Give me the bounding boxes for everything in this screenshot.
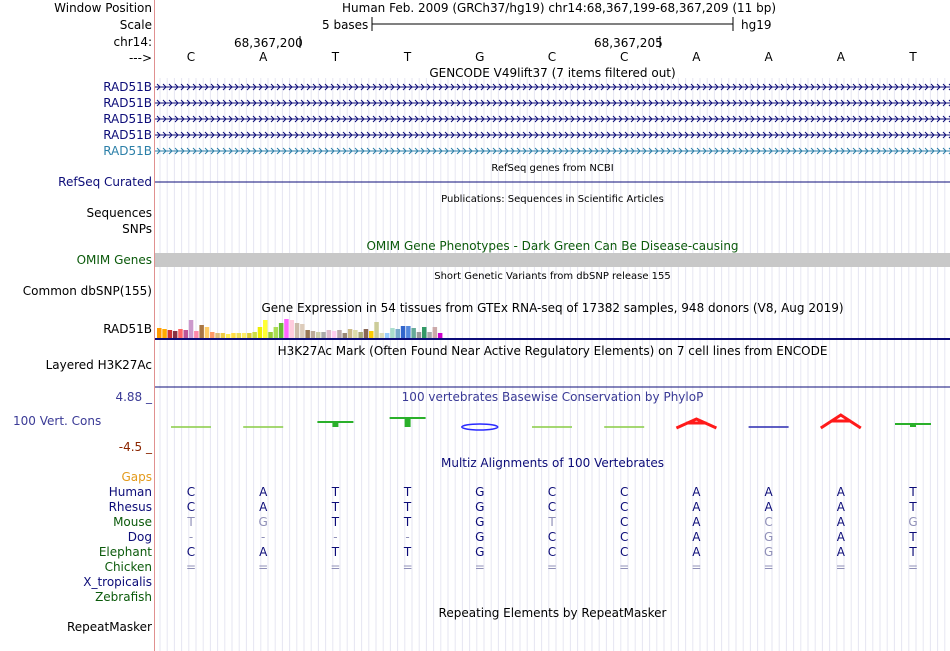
species-label: Chicken bbox=[104, 560, 152, 574]
alignment-base: = bbox=[619, 560, 630, 574]
gtex-bar bbox=[311, 331, 316, 338]
alignment-base: C bbox=[764, 515, 773, 529]
gtex-bar bbox=[247, 333, 252, 338]
alignment-base: A bbox=[692, 485, 701, 499]
gtex-bar bbox=[279, 323, 284, 338]
species-label: Dog bbox=[127, 530, 152, 544]
gtex-bar bbox=[284, 319, 289, 338]
gtex-bar bbox=[427, 332, 432, 338]
alignment-base: G bbox=[475, 530, 485, 544]
gtex-bar bbox=[364, 329, 369, 338]
alignment-base: A bbox=[836, 485, 845, 499]
gtex-bar bbox=[422, 327, 427, 338]
gaps-label: Gaps bbox=[121, 470, 152, 484]
alignment-base: C bbox=[186, 545, 196, 559]
alignment-base: G bbox=[258, 515, 268, 529]
gencode-item-label[interactable]: RAD51B bbox=[103, 128, 152, 142]
gencode-item-label[interactable]: RAD51B bbox=[103, 80, 152, 94]
alignment-base: = bbox=[691, 560, 702, 574]
alignment-base: A bbox=[692, 500, 701, 514]
phylop-mark bbox=[910, 423, 916, 427]
position-label-1: 68,367,200 bbox=[234, 36, 303, 50]
strand-label: ---> bbox=[128, 51, 152, 65]
gtex-bar bbox=[406, 326, 411, 338]
gtex-bar bbox=[184, 330, 189, 338]
alignment-base: T bbox=[403, 545, 412, 559]
alignment-base: A bbox=[692, 545, 701, 559]
track-labels-panel bbox=[0, 0, 154, 651]
gencode-item-label[interactable]: RAD51B bbox=[103, 96, 152, 110]
alignment-base: C bbox=[619, 545, 629, 559]
alignment-base: C bbox=[619, 500, 629, 514]
phylop-label[interactable]: 100 Vert. Cons bbox=[13, 414, 102, 428]
alignment-base: A bbox=[692, 515, 701, 529]
gtex-bar bbox=[215, 333, 220, 338]
alignment-base: T bbox=[548, 515, 556, 529]
species-label: X_tropicalis bbox=[83, 575, 152, 589]
alignment-base: G bbox=[475, 545, 485, 559]
alignment-base: = bbox=[835, 560, 846, 574]
alignment-base: C bbox=[547, 530, 557, 544]
alignment-base: A bbox=[764, 485, 773, 499]
gtex-bar bbox=[348, 329, 353, 338]
dbsnp-label[interactable]: Common dbSNP(155) bbox=[22, 284, 152, 298]
alignment-base: = bbox=[763, 560, 774, 574]
gtex-bar bbox=[369, 331, 374, 338]
gtex-bar bbox=[178, 329, 183, 338]
window-position-value: Human Feb. 2009 (GRCh37/hg19) chr14:68,367,199-68,367,209 (11 bp) bbox=[342, 1, 777, 15]
species-label: Human bbox=[108, 485, 152, 499]
scale-label: Scale bbox=[119, 18, 152, 32]
alignment-base: C bbox=[619, 485, 629, 499]
phylop-mark bbox=[676, 419, 716, 428]
ruler-base: A bbox=[836, 50, 845, 64]
phylop-mark bbox=[821, 415, 861, 428]
gtex-bar bbox=[168, 330, 173, 338]
alignment-base: C bbox=[547, 485, 557, 499]
ruler-base: T bbox=[331, 50, 340, 64]
ruler-base: A bbox=[259, 50, 268, 64]
alignment-base: - bbox=[188, 530, 194, 544]
phylop-min-label: -4.5 _ bbox=[118, 440, 152, 454]
gtex-bar bbox=[268, 332, 273, 338]
alignment-base: A bbox=[259, 545, 268, 559]
alignment-base: T bbox=[909, 500, 917, 514]
ruler-base: G bbox=[475, 50, 485, 64]
gtex-bar bbox=[173, 331, 178, 338]
gtex-bar bbox=[390, 328, 395, 338]
alignment-base: G bbox=[763, 545, 774, 559]
snps-label[interactable]: SNPs bbox=[122, 222, 152, 236]
phylop-max-label: 4.88 _ bbox=[115, 390, 152, 404]
gtex-bar bbox=[231, 333, 236, 338]
dbsnp-title: Short Genetic Variants from dbSNP release 155 bbox=[434, 271, 671, 282]
gtex-label[interactable]: RAD51B bbox=[103, 322, 152, 336]
gtex-bar bbox=[385, 333, 390, 338]
alignment-base: = bbox=[185, 560, 197, 574]
ruler-base: A bbox=[692, 50, 701, 64]
gtex-bar bbox=[380, 333, 385, 338]
ruler-base: T bbox=[909, 50, 917, 64]
species-label: Elephant bbox=[98, 545, 152, 559]
gtex-bar bbox=[417, 332, 422, 338]
alignment-base: C bbox=[186, 500, 196, 514]
alignment-base: A bbox=[764, 500, 773, 514]
alignment-base: - bbox=[333, 530, 338, 544]
alignment-base: A bbox=[836, 515, 845, 529]
gtex-bar bbox=[274, 327, 279, 338]
gtex-bar bbox=[374, 322, 379, 338]
gtex-bar bbox=[300, 324, 305, 338]
alignment-base: G bbox=[763, 530, 774, 544]
alignment-base: T bbox=[331, 485, 340, 499]
alignment-base: = bbox=[402, 560, 413, 574]
alignment-base: A bbox=[836, 545, 845, 559]
h3k27ac-label[interactable]: Layered H3K27Ac bbox=[45, 358, 152, 372]
gtex-bar bbox=[396, 329, 401, 338]
gencode-title: GENCODE V49lift37 (7 items filtered out) bbox=[429, 66, 676, 80]
alignment-base: = bbox=[330, 560, 341, 574]
gtex-bar bbox=[199, 325, 204, 338]
browser-tracks-panel[interactable] bbox=[155, 0, 950, 651]
alignment-base: - bbox=[261, 530, 266, 544]
alignment-base: G bbox=[475, 485, 485, 499]
alignment-base: T bbox=[909, 545, 917, 559]
gtex-bar bbox=[237, 333, 242, 338]
gtex-bar bbox=[252, 332, 257, 338]
species-label: Rhesus bbox=[108, 500, 152, 514]
gtex-bar bbox=[242, 333, 247, 338]
gtex-bar bbox=[337, 330, 342, 338]
alignment-base: - bbox=[405, 530, 410, 544]
h3k27ac-title: H3K27Ac Mark (Often Found Near Active Regulatory Elements) on 7 cell lines from ENCODE bbox=[277, 344, 828, 358]
alignment-base: T bbox=[403, 515, 412, 529]
gtex-bar bbox=[263, 320, 268, 338]
scale-db: hg19 bbox=[741, 18, 772, 32]
alignment-base: A bbox=[259, 485, 268, 499]
position-label-2: 68,367,205 bbox=[594, 36, 663, 50]
gencode-item-label[interactable]: RAD51B bbox=[103, 112, 152, 126]
gtex-bar bbox=[343, 333, 348, 338]
alignment-base: T bbox=[331, 500, 340, 514]
gtex-bar bbox=[295, 323, 300, 338]
alignment-base: T bbox=[331, 545, 340, 559]
gtex-bar bbox=[210, 332, 215, 338]
phylop-mark bbox=[462, 424, 498, 430]
gencode-item-label[interactable]: RAD51B bbox=[103, 144, 152, 158]
species-label: Zebrafish bbox=[95, 590, 152, 604]
alignment-base: = bbox=[474, 560, 485, 574]
gtex-bar bbox=[321, 332, 326, 338]
phylop-mark bbox=[405, 417, 411, 427]
alignment-base: T bbox=[403, 500, 412, 514]
window-position-label: Window Position bbox=[54, 1, 152, 15]
alignment-base: G bbox=[475, 515, 485, 529]
repeatmasker-label[interactable]: RepeatMasker bbox=[66, 620, 152, 634]
phylop-title: 100 vertebrates Basewise Conservation by PhyloP bbox=[401, 390, 704, 404]
alignment-base: C bbox=[547, 545, 557, 559]
gtex-bar bbox=[221, 333, 226, 338]
gtex-title: Gene Expression in 54 tissues from GTEx RNA-seq of 17382 samples, 948 donors (V8, Aug 2019) bbox=[261, 301, 844, 315]
alignment-base: T bbox=[909, 530, 917, 544]
gtex-bar bbox=[327, 330, 332, 338]
sequences-label[interactable]: Sequences bbox=[86, 206, 152, 220]
gtex-bar bbox=[194, 331, 199, 338]
gtex-bar bbox=[157, 328, 162, 338]
ruler-base: A bbox=[764, 50, 773, 64]
alignment-base: A bbox=[692, 530, 701, 544]
alignment-base: = bbox=[258, 560, 269, 574]
scale-text: 5 bases bbox=[322, 18, 369, 32]
alignment-base: = bbox=[907, 560, 919, 574]
alignment-base: = bbox=[546, 560, 558, 574]
gtex-bar bbox=[258, 327, 263, 338]
alignment-base: A bbox=[259, 500, 268, 514]
species-label: Mouse bbox=[113, 515, 152, 529]
alignment-base: A bbox=[836, 530, 845, 544]
chrom-label: chr14: bbox=[113, 35, 152, 49]
alignment-base: G bbox=[475, 500, 485, 514]
gtex-bar bbox=[305, 330, 310, 338]
omim-label[interactable]: OMIM Genes bbox=[76, 253, 152, 267]
gtex-bar bbox=[353, 330, 358, 338]
alignment-base: T bbox=[403, 485, 412, 499]
gtex-bar bbox=[411, 328, 416, 338]
phylop-mark bbox=[332, 421, 338, 427]
omim-bar bbox=[155, 253, 950, 267]
gtex-bar bbox=[205, 327, 210, 338]
alignment-base: C bbox=[547, 500, 557, 514]
gtex-bar bbox=[290, 320, 295, 338]
refseq-label[interactable]: RefSeq Curated bbox=[58, 175, 152, 189]
ruler-base: C bbox=[547, 50, 557, 64]
multiz-title: Multiz Alignments of 100 Vertebrates bbox=[440, 456, 665, 470]
gtex-bar bbox=[401, 326, 406, 338]
omim-title: OMIM Gene Phenotypes - Dark Green Can Be Disease-causing bbox=[366, 239, 739, 253]
gtex-bar bbox=[433, 327, 438, 338]
ruler-base: C bbox=[619, 50, 629, 64]
gtex-bar bbox=[162, 329, 167, 338]
pubs-title: Publications: Sequences in Scientific Articles bbox=[441, 194, 664, 205]
gtex-bar bbox=[332, 331, 337, 338]
alignment-base: G bbox=[908, 515, 918, 529]
repeatmasker-title: Repeating Elements by RepeatMasker bbox=[438, 606, 667, 620]
alignment-base: T bbox=[331, 515, 340, 529]
gtex-bar bbox=[358, 332, 363, 338]
alignment-base: T bbox=[187, 515, 195, 529]
alignment-base: C bbox=[619, 515, 629, 529]
gtex-bar bbox=[438, 333, 443, 338]
alignment-base: C bbox=[186, 485, 196, 499]
gtex-bar bbox=[226, 334, 231, 338]
refseq-title: RefSeq genes from NCBI bbox=[491, 163, 614, 174]
ruler-base: T bbox=[403, 50, 412, 64]
alignment-base: C bbox=[619, 530, 629, 544]
gtex-bar bbox=[316, 332, 321, 338]
alignment-base: A bbox=[836, 500, 845, 514]
alignment-base: T bbox=[909, 485, 917, 499]
ruler-base: C bbox=[186, 50, 196, 64]
gtex-bar bbox=[189, 320, 194, 338]
